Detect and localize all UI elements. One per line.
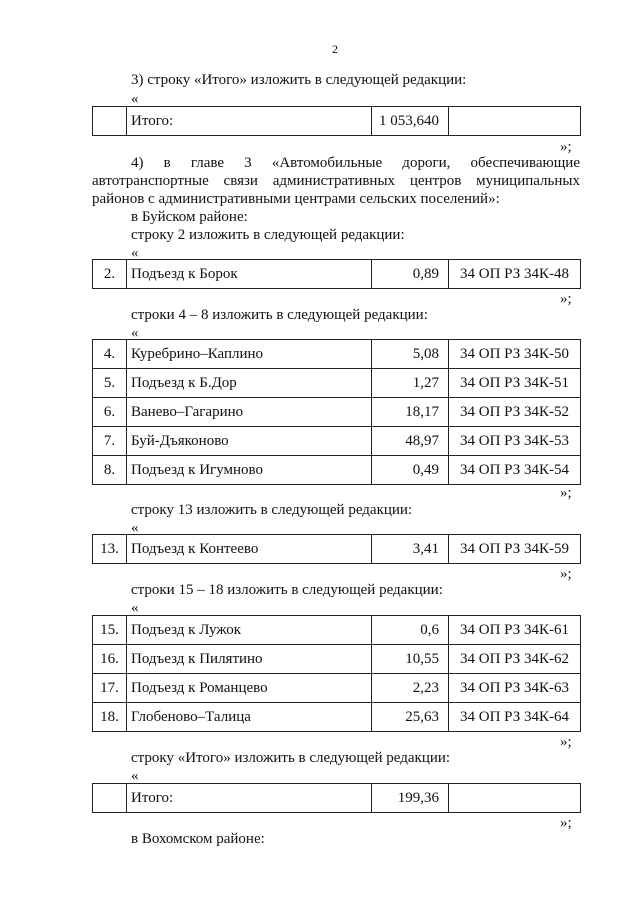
rows15-18-intro: строки 15 – 18 изложить в следующей редакции: <box>131 582 443 598</box>
road-length-cell: 48,97 <box>372 427 449 456</box>
table-row <box>93 107 581 136</box>
buisky-district: в Буйском районе: <box>131 209 248 225</box>
road-id-code-cell: 34 ОП РЗ 34К-48 <box>449 260 581 289</box>
roads-table-row2 <box>92 259 581 289</box>
row-number-cell: 8. <box>93 456 127 485</box>
close-mark: »; <box>560 566 572 582</box>
row-number-cell: 7. <box>93 427 127 456</box>
road-length-cell: 3,41 <box>372 535 449 564</box>
road-name-cell: Подъезд к Лужок <box>127 616 372 645</box>
row-number-cell: 17. <box>93 674 127 703</box>
table-row <box>93 616 581 645</box>
total-value: 1 053,640 <box>372 107 449 136</box>
road-length-cell: 10,55 <box>372 645 449 674</box>
road-id-code-cell: 34 ОП РЗ 34К-54 <box>449 456 581 485</box>
road-name-cell: Глобеново–Талица <box>127 703 372 732</box>
item4-paragraph <box>92 154 580 208</box>
row-number-cell: 15. <box>93 616 127 645</box>
paragraph-line: 4) в главе 3 «Автомобильные дороги, обеспечивающие <box>131 155 580 171</box>
road-name-cell: Подъезд к Контеево <box>127 535 372 564</box>
road-length-cell: 0,89 <box>372 260 449 289</box>
total-table-2 <box>92 783 581 813</box>
table-cell-empty <box>93 107 127 136</box>
open-quote: « <box>131 520 139 536</box>
table-row <box>93 674 581 703</box>
close-mark: »; <box>560 734 572 750</box>
road-name-cell: Буй-Дъяконово <box>127 427 372 456</box>
road-length-cell: 0,6 <box>372 616 449 645</box>
road-name-cell: Подъезд к Романцево <box>127 674 372 703</box>
table-row <box>93 260 581 289</box>
table-cell-empty <box>449 107 581 136</box>
road-id-code-cell: 34 ОП РЗ 34К-50 <box>449 340 581 369</box>
table-row <box>93 398 581 427</box>
table-row <box>93 703 581 732</box>
road-name-cell: Куребрино–Каплино <box>127 340 372 369</box>
road-length-cell: 0,49 <box>372 456 449 485</box>
roads-table-rows15-18 <box>92 615 581 732</box>
road-name-cell: Ванево–Гагарино <box>127 398 372 427</box>
table-row <box>93 369 581 398</box>
row-number-cell: 4. <box>93 340 127 369</box>
road-id-code-cell: 34 ОП РЗ 34К-64 <box>449 703 581 732</box>
road-id-code-cell: 34 ОП РЗ 34К-59 <box>449 535 581 564</box>
close-mark: »; <box>560 815 572 831</box>
open-quote: « <box>131 600 139 616</box>
table-row <box>93 784 581 813</box>
open-quote: « <box>131 768 139 784</box>
roads-table-rows4-8 <box>92 339 581 485</box>
open-quote: « <box>131 245 139 261</box>
road-id-code-cell: 34 ОП РЗ 34К-52 <box>449 398 581 427</box>
row2-intro: строку 2 изложить в следующей редакции: <box>131 227 405 243</box>
road-id-code-cell: 34 ОП РЗ 34К-51 <box>449 369 581 398</box>
total-label: Итого: <box>127 784 372 813</box>
table-row <box>93 456 581 485</box>
total-value: 199,36 <box>372 784 449 813</box>
road-length-cell: 1,27 <box>372 369 449 398</box>
close-mark: »; <box>560 291 572 307</box>
row-number-cell: 2. <box>93 260 127 289</box>
road-id-code-cell: 34 ОП РЗ 34К-62 <box>449 645 581 674</box>
table-row <box>93 535 581 564</box>
road-length-cell: 25,63 <box>372 703 449 732</box>
row13-intro: строку 13 изложить в следующей редакции: <box>131 502 413 518</box>
page-number: 2 <box>332 42 338 56</box>
close-mark: »; <box>560 139 572 155</box>
road-length-cell: 5,08 <box>372 340 449 369</box>
table-cell-empty <box>93 784 127 813</box>
row-number-cell: 6. <box>93 398 127 427</box>
road-name-cell: Подъезд к Б.Дор <box>127 369 372 398</box>
rows4-8-intro: строки 4 – 8 изложить в следующей редакции: <box>131 307 428 323</box>
paragraph-line: районов с административными центрами сельских поселений»: <box>92 191 500 207</box>
road-id-code-cell: 34 ОП РЗ 34К-61 <box>449 616 581 645</box>
roads-table-row13 <box>92 534 581 564</box>
row-number-cell: 16. <box>93 645 127 674</box>
row-number-cell: 5. <box>93 369 127 398</box>
row-number-cell: 13. <box>93 535 127 564</box>
paragraph-line: автотранспортные связи административных центров муниципальных <box>92 173 580 189</box>
total-label: Итого: <box>127 107 372 136</box>
item3-intro: 3) строку «Итого» изложить в следующей редакции: <box>131 72 467 88</box>
row-number-cell: 18. <box>93 703 127 732</box>
road-name-cell: Подъезд к Пилятино <box>127 645 372 674</box>
open-quote: « <box>131 325 139 341</box>
table-row <box>93 645 581 674</box>
total2-intro: строку «Итого» изложить в следующей редакции: <box>131 750 451 766</box>
road-length-cell: 18,17 <box>372 398 449 427</box>
table-cell-empty <box>449 784 581 813</box>
road-length-cell: 2,23 <box>372 674 449 703</box>
road-id-code-cell: 34 ОП РЗ 34К-53 <box>449 427 581 456</box>
road-name-cell: Подъезд к Игумново <box>127 456 372 485</box>
table-row <box>93 427 581 456</box>
road-name-cell: Подъезд к Борок <box>127 260 372 289</box>
total-table-1 <box>92 106 581 136</box>
road-id-code-cell: 34 ОП РЗ 34К-63 <box>449 674 581 703</box>
table-row <box>93 340 581 369</box>
open-quote: « <box>131 91 139 107</box>
close-mark: »; <box>560 485 572 501</box>
vokhomsky-district: в Вохомском районе: <box>131 831 265 847</box>
